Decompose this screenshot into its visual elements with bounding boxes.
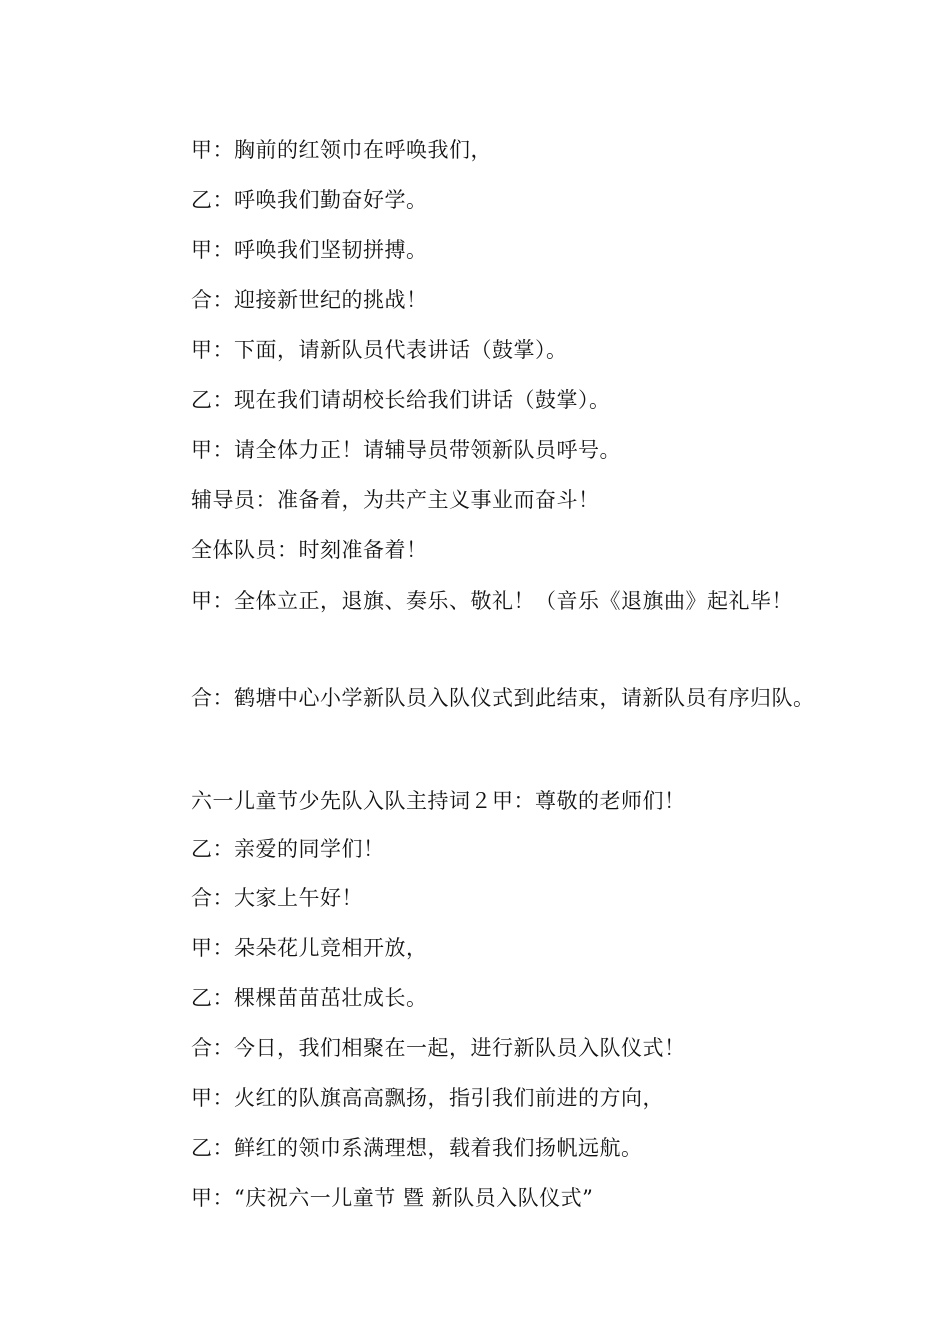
script-line: 乙：现在我们请胡校长给我们讲话（鼓掌）。 — [191, 388, 611, 412]
script-line: 合：今日，我们相聚在一起，进行新队员入队仪式！ — [191, 1036, 686, 1060]
script-line: 辅导员：准备着，为共产主义事业而奋斗！ — [191, 488, 600, 512]
script-line: 乙：鲜红的领巾系满理想，载着我们扬帆远航。 — [191, 1136, 643, 1160]
script-line: 甲：全体立正，退旗、奏乐、敬礼！（音乐《退旗曲》起礼毕！ — [191, 589, 793, 613]
script-line: 乙：棵棵苗苗茁壮成长。 — [191, 986, 428, 1010]
script-line: 甲：胸前的红领巾在呼唤我们， — [191, 138, 492, 162]
script-line: 六一儿童节少先队入队主持词２甲：尊敬的老师们！ — [191, 789, 686, 813]
script-line: 合：大家上午好！ — [191, 886, 363, 910]
closing-paragraph: 合：鹤塘中心小学新队员入队仪式到此结束，请新队员有序归队。 — [191, 686, 815, 710]
script-line: 甲：“庆祝六一儿童节 暨 新队员入队仪式” — [191, 1186, 594, 1210]
script-line: 甲：火红的队旗高高飘扬，指引我们前进的方向， — [191, 1086, 664, 1110]
script-line: 合：迎接新世纪的挑战！ — [191, 288, 428, 312]
script-line: 乙：呼唤我们勤奋好学。 — [191, 188, 428, 212]
script-line: 全体队员：时刻准备着！ — [191, 538, 428, 562]
script-line: 乙：亲爱的同学们！ — [191, 837, 385, 861]
script-line: 甲：呼唤我们坚韧拼搏。 — [191, 238, 428, 262]
script-line: 甲：朵朵花儿竞相开放， — [191, 936, 428, 960]
script-line: 甲：下面，请新队员代表讲话（鼓掌）。 — [191, 338, 568, 362]
script-line: 甲：请全体力正！请辅导员带领新队员呼号。 — [191, 438, 621, 462]
